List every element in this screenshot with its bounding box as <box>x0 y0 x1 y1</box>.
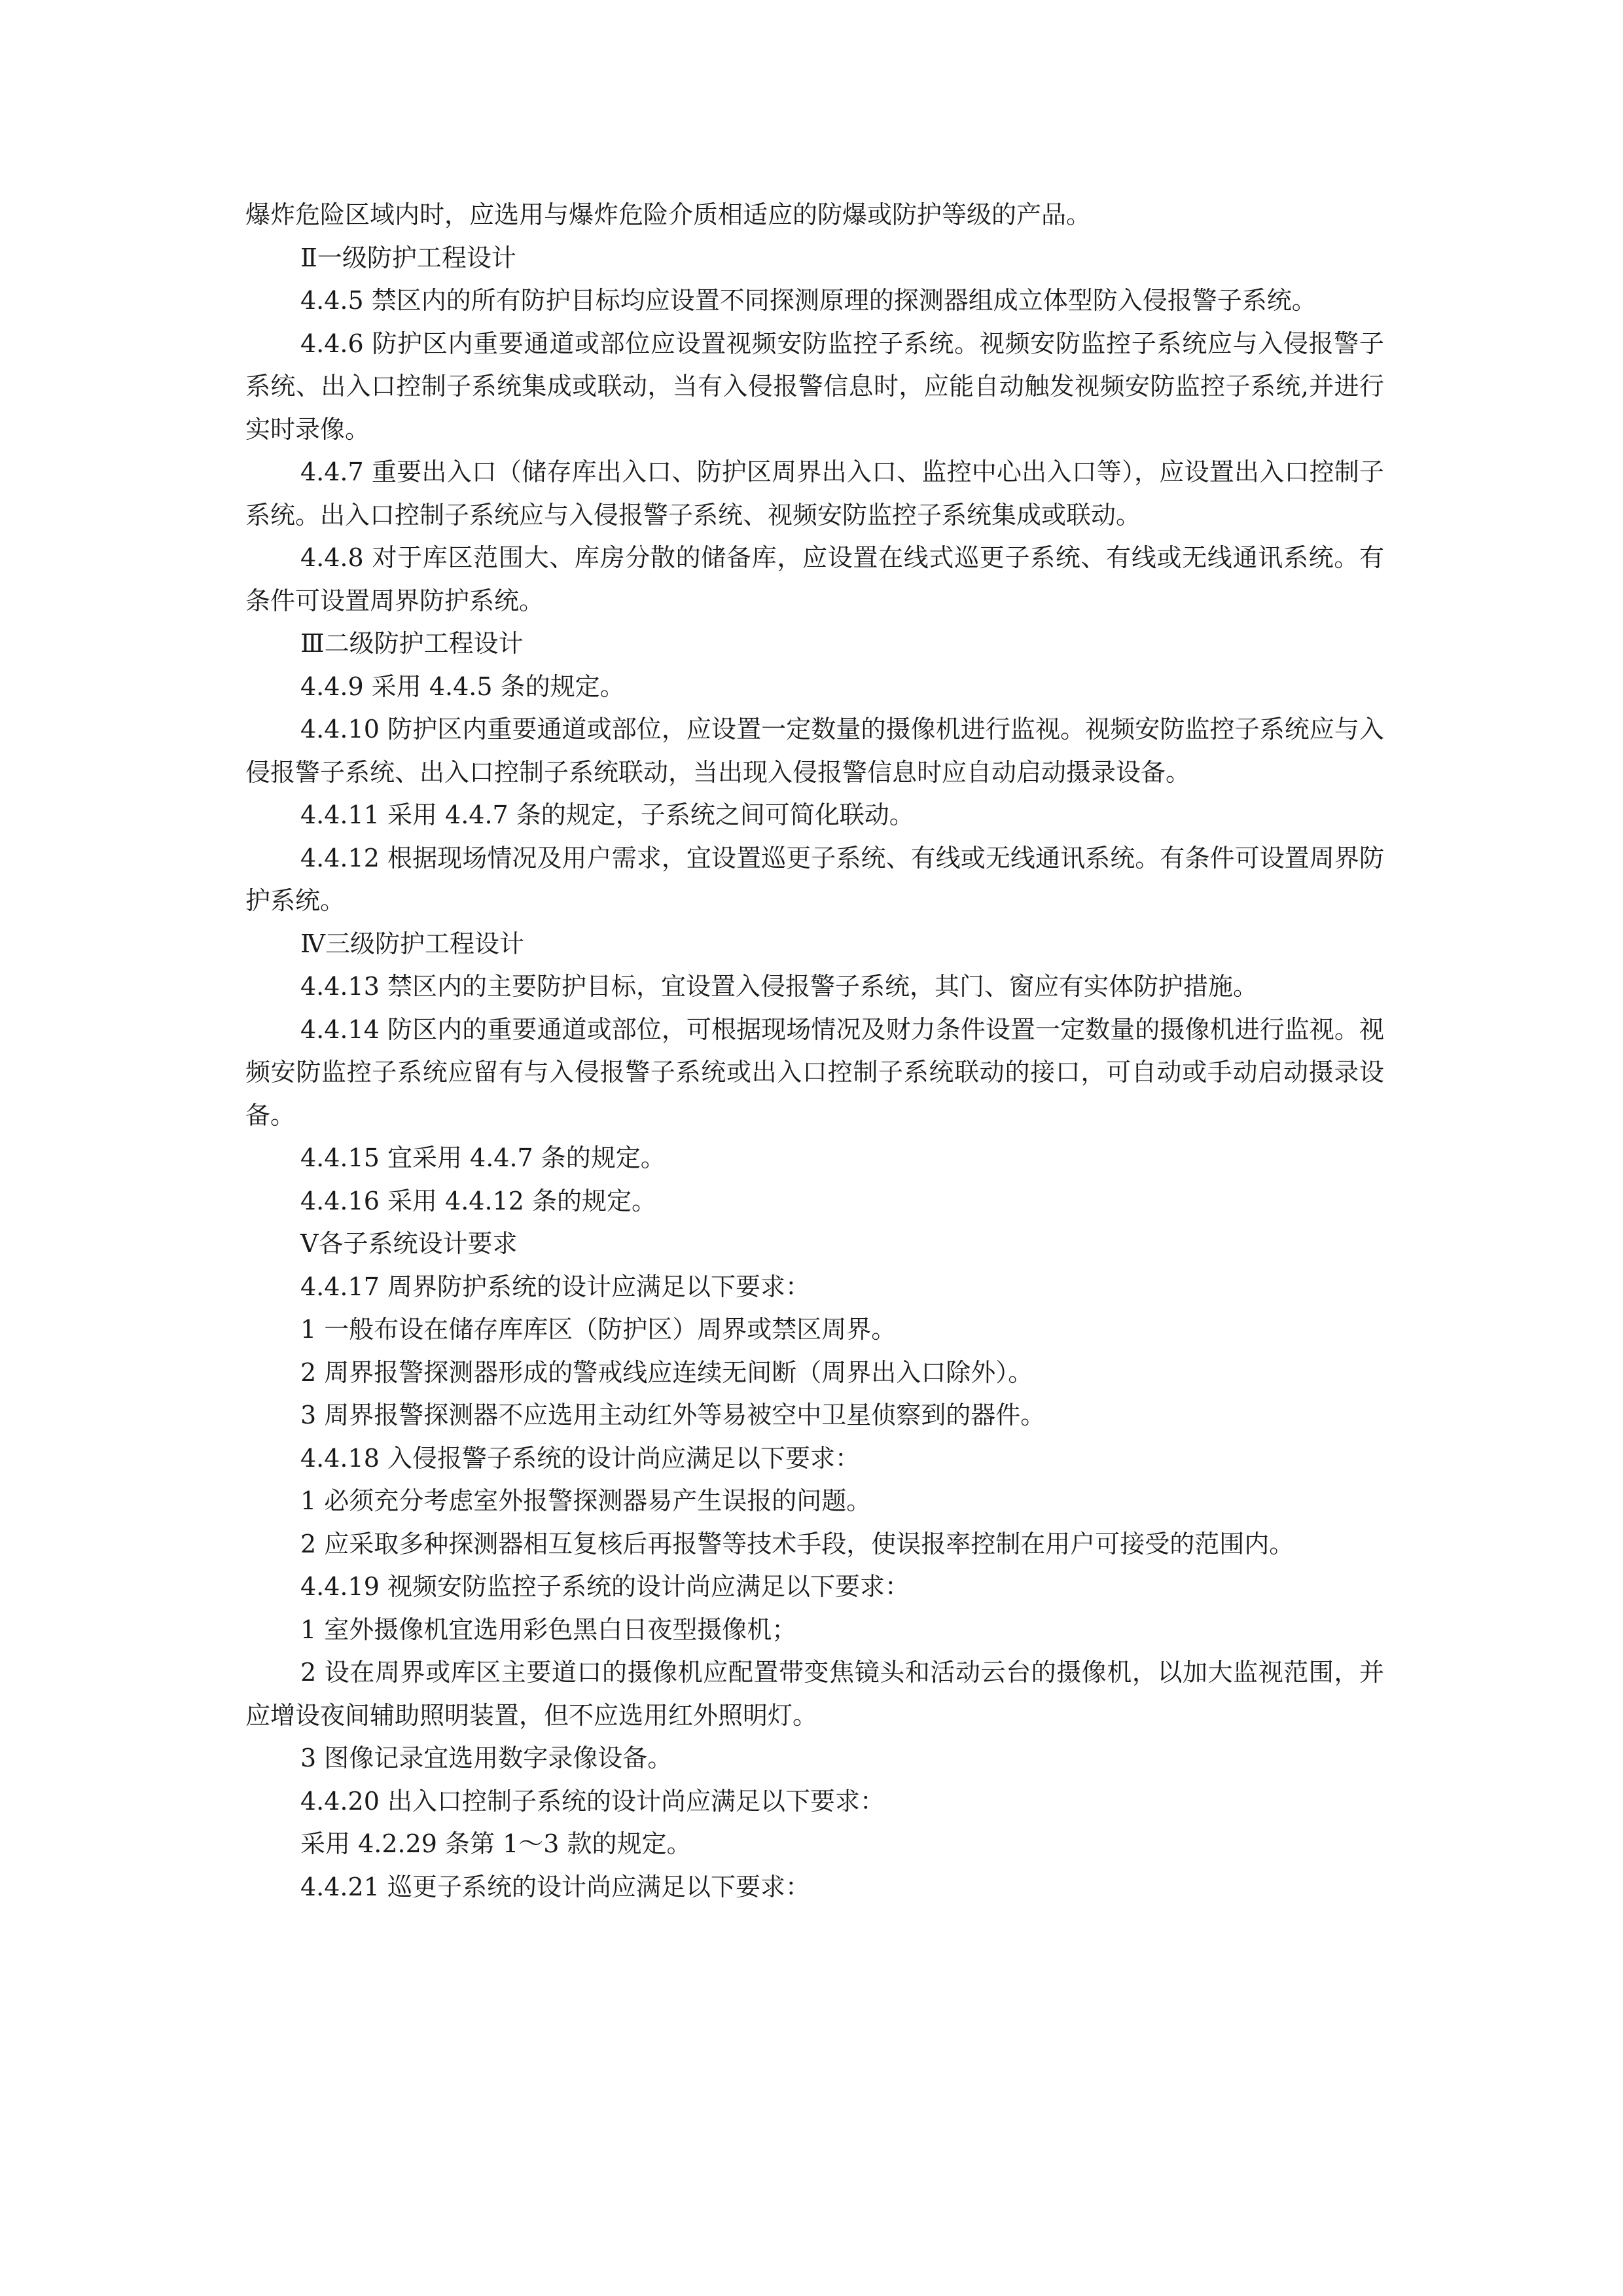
section-heading-level-1: Ⅱ一级防护工程设计 <box>300 243 516 272</box>
clause-4-4-17-item-2: 2 周界报警探测器形成的警戒线应连续无间断（周界出入口除外）。 <box>300 1357 1033 1387</box>
clause-4-4-20: 4.4.20 出入口控制子系统的设计尚应满足以下要求： <box>300 1786 885 1816</box>
section-heading-level-2: Ⅲ二级防护工程设计 <box>300 629 524 658</box>
clause-4-4-19: 4.4.19 视频安防监控子系统的设计尚应满足以下要求： <box>300 1572 910 1601</box>
clause-4-4-12: 4.4.12 根据现场情况及用户需求，宜设置巡更子系统、有线或无线通讯系统。有条件可设置周界防护系统。 <box>245 843 1384 915</box>
section-heading-subsystems: Ⅴ各子系统设计要求 <box>300 1229 518 1258</box>
clause-4-4-13: 4.4.13 禁区内的主要防护目标，宜设置入侵报警子系统，其门、窗应有实体防护措施。 <box>300 972 1258 1001</box>
clause-4-4-19-item-3: 3 图像记录宜选用数字录像设备。 <box>300 1744 673 1772</box>
clause-4-4-14: 4.4.14 防区内的重要通道或部位，可根据现场情况及财力条件设置一定数量的摄像机进行监视。视频安防监控子系统应留有与入侵报警子系统或出入口控制子系统联动的接口，可自动或手动启动摄录设备。 <box>245 1014 1384 1130</box>
clause-4-4-18-item-1: 1 必须充分考虑室外报警探测器易产生误报的问题。 <box>300 1486 872 1515</box>
clause-4-4-10: 4.4.10 防护区内重要通道或部位，应设置一定数量的摄像机进行监视。视频安防监控子系统应与入侵报警子系统、出入口控制子系统联动，当出现入侵报警信息时应自动启动摄录设备。 <box>245 715 1384 787</box>
clause-4-4-17-item-3: 3 周界报警探测器不应选用主动红外等易被空中卫星侦察到的器件。 <box>300 1401 1046 1429</box>
clause-4-4-5: 4.4.5 禁区内的所有防护目标均应设置不同探测原理的探测器组成立体型防入侵报警子系统。 <box>300 286 1317 315</box>
clause-4-4-18: 4.4.18 入侵报警子系统的设计尚应满足以下要求： <box>300 1443 860 1473</box>
clause-4-4-19-item-1: 1 室外摄像机宜选用彩色黑白日夜型摄像机； <box>300 1615 797 1644</box>
clause-4-4-11: 4.4.11 采用 4.4.7 条的规定，子系统之间可简化联动。 <box>300 800 914 829</box>
clause-4-4-15: 4.4.15 宜采用 4.4.7 条的规定。 <box>300 1143 666 1172</box>
clause-4-4-8: 4.4.8 对于库区范围大、库房分散的储备库，应设置在线式巡更子系统、有线或无线通讯系统。有条件可设置周界防护系统。 <box>245 543 1384 615</box>
document-page <box>245 194 1384 1909</box>
clause-4-4-9: 4.4.9 采用 4.4.5 条的规定。 <box>300 672 625 701</box>
clause-4-4-7: 4.4.7 重要出入口（储存库出入口、防护区周界出入口、监控中心出入口等），应设置出入口控制子系统。出入口控制子系统应与入侵报警子系统、视频安防监控子系统集成或联动。 <box>245 457 1384 529</box>
clause-4-4-6: 4.4.6 防护区内重要通道或部位应设置视频安防监控子系统。视频安防监控子系统应与入侵报警子系统、出入口控制子系统集成或联动，当有入侵报警信息时，应能自动触发视频安防监控子系统,并进行实时录像。 <box>245 329 1384 444</box>
clause-4-4-19-item-2: 2 设在周界或库区主要道口的摄像机应配置带变焦镜头和活动云台的摄像机，以加大监视范围，并应增设夜间辅助照明装置，但不应选用红外照明灯。 <box>245 1658 1384 1730</box>
clause-4-4-18-item-2: 2 应采取多种探测器相互复核后再报警等技术手段，使误报率控制在用户可接受的范围内。 <box>300 1529 1294 1558</box>
paragraph-continuation: 爆炸危险区域内时，应选用与爆炸危险介质相适应的防爆或防护等级的产品。 <box>245 200 1092 229</box>
clause-4-4-17: 4.4.17 周界防护系统的设计应满足以下要求： <box>300 1272 810 1301</box>
clause-4-4-20-item: 采用 4.2.29 条第 1～3 款的规定。 <box>300 1829 692 1858</box>
clause-4-4-21: 4.4.21 巡更子系统的设计尚应满足以下要求： <box>300 1872 810 1901</box>
section-heading-level-3: Ⅳ三级防护工程设计 <box>300 929 524 958</box>
clause-4-4-16: 4.4.16 采用 4.4.12 条的规定。 <box>300 1186 656 1215</box>
clause-4-4-17-item-1: 1 一般布设在储存库库区（防护区）周界或禁区周界。 <box>300 1315 897 1344</box>
